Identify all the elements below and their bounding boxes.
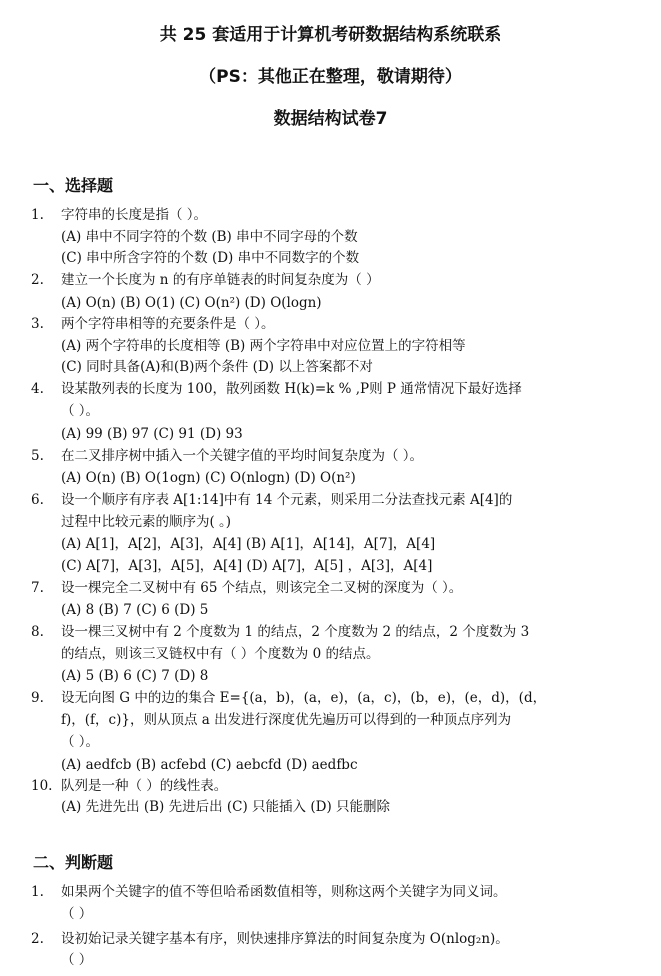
section-choice-title: 一、选择题 (33, 176, 114, 195)
question-5-options: (A) O(n) (B) O(1ogn) (C) O(nlogn) (D) O(n²) (61, 470, 356, 486)
question-7-options: (A) 8 (B) 7 (C) 6 (D) 5 (61, 602, 209, 618)
question-6-options-ab: (A) A[1]，A[2]，A[3]，A[4] (B) A[1]，A[14]，A[7]，A[4] (61, 536, 436, 552)
question-8-stem-cont: 的结点，则该三叉链权中有（ ）个度数为 0 的结点。 (61, 646, 380, 662)
question-4-stem-cont: （ ）。 (61, 403, 100, 419)
judgement-2-answer-blank: （ ） (61, 952, 93, 968)
judgement-2-number: 2. (31, 931, 44, 947)
question-1-options-ab: (A) 串中不同字符的个数 (B) 串中不同字母的个数 (61, 229, 358, 245)
judgement-2-stem: 设初始记录关键字基本有序，则快速排序算法的时间复杂度为 O(nlog₂n)。 (61, 931, 509, 947)
question-4-options: (A) 99 (B) 97 (C) 91 (D) 93 (61, 426, 243, 442)
question-9-options: (A) aedfcb (B) acfebd (C) aebcfd (D) aedfbc (61, 757, 358, 773)
question-6-number: 6. (31, 492, 44, 508)
question-10-number: 10. (31, 778, 53, 794)
question-4-number: 4. (31, 381, 44, 397)
question-2-stem: 建立一个长度为 n 的有序单链表的时间复杂度为（ ） (61, 272, 380, 288)
question-9-number: 9. (31, 690, 44, 706)
question-9-stem: 设无向图 G 中的边的集合 E={(a，b)，(a，e)，(a，c)，(b，e)，(e，d)，(d， (61, 690, 547, 706)
question-9-stem-cont: f)，(f，c)}，则从顶点 a 出发进行深度优先遍历可以得到的一种顶点序列为 (61, 712, 512, 728)
question-8-number: 8. (31, 624, 44, 640)
question-5-stem: 在二叉排序树中插入一个关键字值的平均时间复杂度为（ ）。 (61, 448, 424, 464)
question-6-options-cd: (C) A[7]，A[3]，A[5]，A[4] (D) A[7]，A[5] ，A[3]，A[4] (61, 558, 433, 574)
question-3-number: 3. (31, 316, 44, 332)
question-8-options: (A) 5 (B) 6 (C) 7 (D) 8 (61, 668, 209, 684)
question-2-options: (A) O(n) (B) O(1) (C) O(n²) (D) O(logn) (61, 295, 322, 311)
question-6-stem-cont: 过程中比较元素的顺序为( 。) (61, 514, 232, 530)
judgement-1-answer-blank: （ ） (61, 906, 93, 922)
question-4-stem: 设某散列表的长度为 100，散列函数 H(k)=k % ,P则 P 通常情况下最好选择 (61, 381, 522, 397)
question-6-stem: 设一个顺序有序表 A[1:14]中有 14 个元素，则采用二分法查找元素 A[4]的 (61, 492, 513, 508)
question-3-stem: 两个字符串相等的充要条件是（ ）。 (61, 316, 275, 332)
judgement-1-number: 1. (31, 884, 44, 900)
question-3-options-cd: (C) 同时具备(A)和(B)两个条件 (D) 以上答案都不对 (61, 359, 373, 375)
judgement-1-stem: 如果两个关键字的值不等但哈希函数值相等，则称这两个关键字为同义词。 (61, 884, 507, 900)
question-9-stem-end: （ ）。 (61, 734, 100, 750)
exam-title: 数据结构试卷7 (273, 109, 388, 129)
question-2-number: 2. (31, 272, 44, 288)
question-1-stem: 字符串的长度是指（ ）。 (61, 207, 208, 223)
question-1-number: 1. (31, 207, 44, 223)
section-judgement-title: 二、判断题 (33, 853, 114, 872)
question-10-stem: 队列是一种（ ）的线性表。 (61, 778, 228, 794)
question-5-number: 5. (31, 448, 44, 464)
question-10-options: (A) 先进先出 (B) 先进后出 (C) 只能插入 (D) 只能删除 (61, 799, 390, 815)
question-3-options-ab: (A) 两个字符串的长度相等 (B) 两个字符串中对应位置上的字符相等 (61, 338, 466, 354)
question-1-options-cd: (C) 串中所含字符的个数 (D) 串中不同数字的个数 (61, 250, 360, 266)
collection-title: 共 25 套适用于计算机考研数据结构系统联系 (159, 25, 502, 45)
ps-note: （PS：其他正在整理，敬请期待） (199, 67, 462, 87)
question-7-number: 7. (31, 580, 44, 596)
question-7-stem: 设一棵完全二叉树中有 65 个结点，则该完全二叉树的深度为（ ）。 (61, 580, 463, 596)
question-8-stem: 设一棵三叉树中有 2 个度数为 1 的结点，2 个度数为 2 的结点，2 个度数为 3 (61, 624, 530, 640)
